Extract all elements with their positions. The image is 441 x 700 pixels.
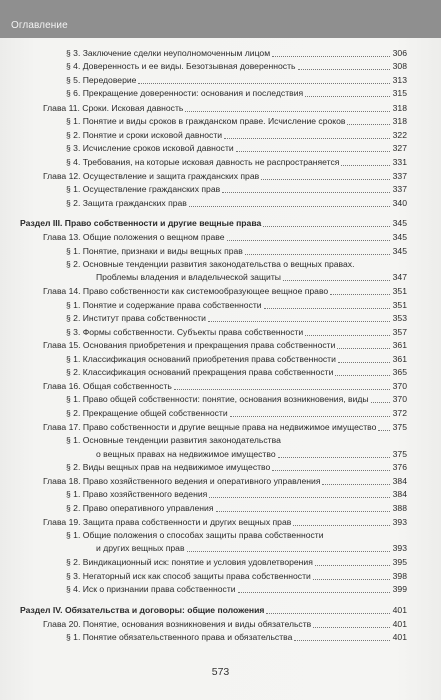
toc-page-number: 401 bbox=[392, 631, 407, 642]
toc-entry-title: § 1. Право хозяйственного ведения bbox=[66, 489, 208, 499]
dot-leader bbox=[313, 615, 390, 628]
dot-leader bbox=[283, 268, 390, 281]
toc-page-number: 331 bbox=[392, 157, 407, 167]
toc-page-number: 306 bbox=[392, 48, 407, 58]
toc-entry-title: Глава 20. Понятие, основания возникновения и виды обязательств bbox=[43, 618, 312, 629]
dot-leader bbox=[263, 214, 390, 227]
dot-leader bbox=[313, 567, 390, 580]
dot-leader bbox=[341, 153, 390, 166]
toc-page-number: 398 bbox=[392, 570, 407, 581]
dot-leader bbox=[227, 228, 390, 241]
toc-entry-title: § 2. Виды вещных прав на недвижимое имущество bbox=[66, 462, 271, 472]
toc-page-number: 370 bbox=[392, 394, 407, 404]
toc-entry-title: § 2. Понятие и сроки исковой давности bbox=[66, 129, 223, 140]
toc-page-number: 322 bbox=[392, 129, 407, 140]
dot-leader bbox=[322, 472, 390, 485]
toc-paragraph-row bbox=[0, 631, 441, 643]
toc-page-number: 393 bbox=[392, 516, 407, 527]
toc-page-number: 361 bbox=[392, 340, 407, 350]
toc-page-number: 345 bbox=[392, 245, 407, 256]
dot-leader bbox=[266, 601, 390, 614]
toc-entry-title: § 2. Основные тенденции развития законодательства о вещных правах. bbox=[66, 259, 355, 269]
toc-chapter-row bbox=[0, 421, 441, 433]
toc-entry-title: Глава 15. Основания приобретения и прекращения права собственности bbox=[43, 340, 336, 350]
dot-leader bbox=[305, 84, 390, 97]
toc-entry-title: § 1. Понятие и содержание права собственности bbox=[66, 299, 262, 310]
toc-paragraph-row bbox=[0, 87, 441, 99]
toc-entry-title: § 1. Общие положения о способах защиты права собственности bbox=[66, 530, 324, 540]
toc-page-number: 318 bbox=[392, 116, 407, 126]
toc-page-number: 313 bbox=[392, 74, 407, 85]
toc-page-number: 337 bbox=[392, 184, 407, 194]
dot-leader bbox=[209, 485, 390, 498]
toc-entry-title: Проблемы владения и владельческой защиты bbox=[96, 271, 281, 282]
toc-entry-title: § 1. Основные тенденции развития законодательства bbox=[66, 435, 281, 445]
toc-entry-title: Глава 13. Общие положения о вещном праве bbox=[43, 232, 225, 242]
toc-paragraph-row bbox=[0, 583, 441, 595]
toc-entry-title: § 3. Исчисление сроков исковой давности bbox=[66, 143, 234, 153]
toc-page-number: 375 bbox=[392, 448, 407, 459]
toc-page-number: 327 bbox=[392, 143, 407, 153]
dot-leader bbox=[294, 628, 390, 641]
toc-entry-title: § 2. Прекращение общей собственности bbox=[66, 408, 228, 418]
toc-page-number: 318 bbox=[392, 102, 407, 113]
toc-entry-title: § 1. Осуществление гражданских прав bbox=[66, 184, 221, 194]
running-header bbox=[0, 0, 441, 38]
toc-page-number: 308 bbox=[392, 61, 407, 72]
toc-entry-title: § 4. Иск о признании права собственности bbox=[66, 584, 236, 594]
toc-page-number: 361 bbox=[392, 353, 407, 364]
header-title: Оглавление bbox=[11, 20, 68, 31]
toc-page-number: 372 bbox=[392, 408, 407, 418]
toc-page-number: 401 bbox=[392, 605, 407, 615]
dot-leader bbox=[224, 126, 390, 139]
toc-page-number: 384 bbox=[392, 489, 407, 499]
dot-leader bbox=[230, 404, 390, 417]
dot-leader bbox=[236, 139, 390, 152]
toc-entry-title: о вещных правах на недвижимое имущество bbox=[96, 448, 276, 459]
dot-leader bbox=[293, 513, 390, 526]
toc-page-number: 393 bbox=[392, 543, 407, 553]
dot-leader bbox=[174, 377, 390, 390]
toc-page-number: 345 bbox=[392, 218, 407, 228]
dot-leader bbox=[261, 167, 390, 180]
dot-leader bbox=[264, 296, 390, 309]
dot-leader bbox=[315, 553, 390, 566]
toc-entry-title: § 1. Понятие обязательственного права и обязательства bbox=[66, 631, 293, 642]
toc-entry-title: § 3. Негаторный иск как способ защиты права собственности bbox=[66, 570, 311, 581]
toc-entry-title: § 2. Институт права собственности bbox=[66, 313, 206, 323]
dot-leader bbox=[272, 458, 390, 471]
toc-entry-title: Глава 12. Осуществление и защита гражданских прав bbox=[43, 170, 260, 181]
dot-leader bbox=[208, 309, 390, 322]
dot-leader bbox=[216, 499, 391, 512]
toc-entry-title: § 1. Классификация оснований приобретения права собственности bbox=[66, 353, 336, 364]
toc-page-number: 340 bbox=[392, 197, 407, 208]
toc-entry-title: Глава 11. Сроки. Исковая давность bbox=[43, 102, 184, 113]
toc-entry-title: § 4. Доверенность и ее виды. Безотзывная доверенность bbox=[66, 61, 296, 72]
dot-leader bbox=[222, 180, 390, 193]
dot-leader bbox=[138, 71, 390, 84]
toc-page-number: 395 bbox=[392, 557, 407, 567]
toc-entry-title: Глава 19. Защита права собственности и других вещных прав bbox=[43, 516, 292, 527]
dot-leader bbox=[335, 363, 390, 376]
dot-leader bbox=[338, 350, 390, 363]
toc-page-number: 345 bbox=[392, 232, 407, 242]
toc-entry-title: Глава 16. Общая собственность bbox=[43, 380, 172, 391]
dot-leader bbox=[245, 242, 390, 255]
toc-entry-title: § 1. Право общей собственности: понятие, основания возникновения, виды bbox=[66, 394, 369, 404]
toc-page-number: 351 bbox=[392, 286, 407, 296]
toc-paragraph-row bbox=[0, 407, 441, 419]
toc-page-number: 347 bbox=[392, 271, 407, 282]
toc-page-number: 351 bbox=[392, 299, 407, 310]
toc-entry-title: § 1. Понятие и виды сроков в гражданском праве. Исчисление сроков bbox=[66, 116, 346, 126]
dot-leader bbox=[330, 282, 390, 295]
toc-entry-title: § 2. Защита гражданских прав bbox=[66, 197, 187, 208]
toc-page-number: 388 bbox=[392, 503, 407, 513]
toc-entry-title: § 2. Виндикационный иск: понятие и условия удовлетворения bbox=[66, 557, 313, 567]
toc-page-number: 353 bbox=[392, 313, 407, 323]
toc-page-number: 399 bbox=[392, 584, 407, 594]
toc-page-number: 357 bbox=[392, 326, 407, 337]
toc-entry-title: § 3. Формы собственности. Субъекты права собственности bbox=[66, 326, 304, 337]
toc-entry-title: Раздел IV. Обязательства и договоры: общие положения bbox=[20, 605, 265, 615]
toc-page-number: 315 bbox=[392, 88, 407, 99]
toc-entry-title: Глава 17. Право собственности и другие вещные права на недвижимое имущество bbox=[43, 421, 377, 432]
dot-leader bbox=[305, 323, 390, 336]
page-number: 573 bbox=[211, 666, 230, 678]
toc-entry-title: Раздел III. Право собственности и другие вещные права bbox=[20, 218, 262, 228]
dot-leader bbox=[187, 539, 390, 552]
dot-leader bbox=[378, 418, 390, 431]
toc-page-number: 365 bbox=[392, 367, 407, 377]
toc-chapter-row bbox=[0, 516, 441, 528]
dot-leader bbox=[347, 112, 390, 125]
toc-entry-title: § 3. Заключение сделки неуполномоченным лицом bbox=[66, 48, 271, 58]
toc-page-number: 384 bbox=[392, 475, 407, 486]
toc-entry-title: § 1. Понятие, признаки и виды вещных прав bbox=[66, 245, 243, 256]
toc-entry-title: § 2. Классификация оснований прекращения права собственности bbox=[66, 367, 334, 377]
toc-entry-title: § 6. Прекращение доверенности: основания и последствия bbox=[66, 88, 304, 99]
toc-entry-title: § 2. Право оперативного управления bbox=[66, 503, 214, 513]
dot-leader bbox=[189, 194, 390, 207]
dot-leader bbox=[238, 580, 390, 593]
toc-paragraph-row bbox=[0, 245, 441, 257]
toc-page-number: 401 bbox=[392, 618, 407, 629]
dot-leader bbox=[278, 445, 390, 458]
toc-entry-title: Глава 18. Право хозяйственного ведения и оперативного управления bbox=[43, 475, 321, 486]
dot-leader bbox=[298, 57, 391, 70]
dot-leader bbox=[185, 99, 390, 112]
toc-page-number: 375 bbox=[392, 421, 407, 432]
toc-paragraph-row bbox=[0, 271, 441, 283]
dot-leader bbox=[371, 390, 390, 403]
toc-page-number: 370 bbox=[392, 380, 407, 391]
toc-entry-title: § 5. Передоверие bbox=[66, 74, 137, 85]
toc-entry-title: Глава 14. Право собственности как системообразующее вещное право bbox=[43, 286, 329, 296]
dot-leader bbox=[272, 44, 390, 57]
toc-page-number: 376 bbox=[392, 462, 407, 472]
toc-page-number: 337 bbox=[392, 170, 407, 181]
toc-entry-title: и других вещных прав bbox=[96, 543, 185, 553]
dot-leader bbox=[337, 336, 390, 349]
toc-paragraph-row bbox=[0, 197, 441, 209]
toc-entry-title: § 4. Требования, на которые исковая давность не распространяется bbox=[66, 157, 340, 167]
